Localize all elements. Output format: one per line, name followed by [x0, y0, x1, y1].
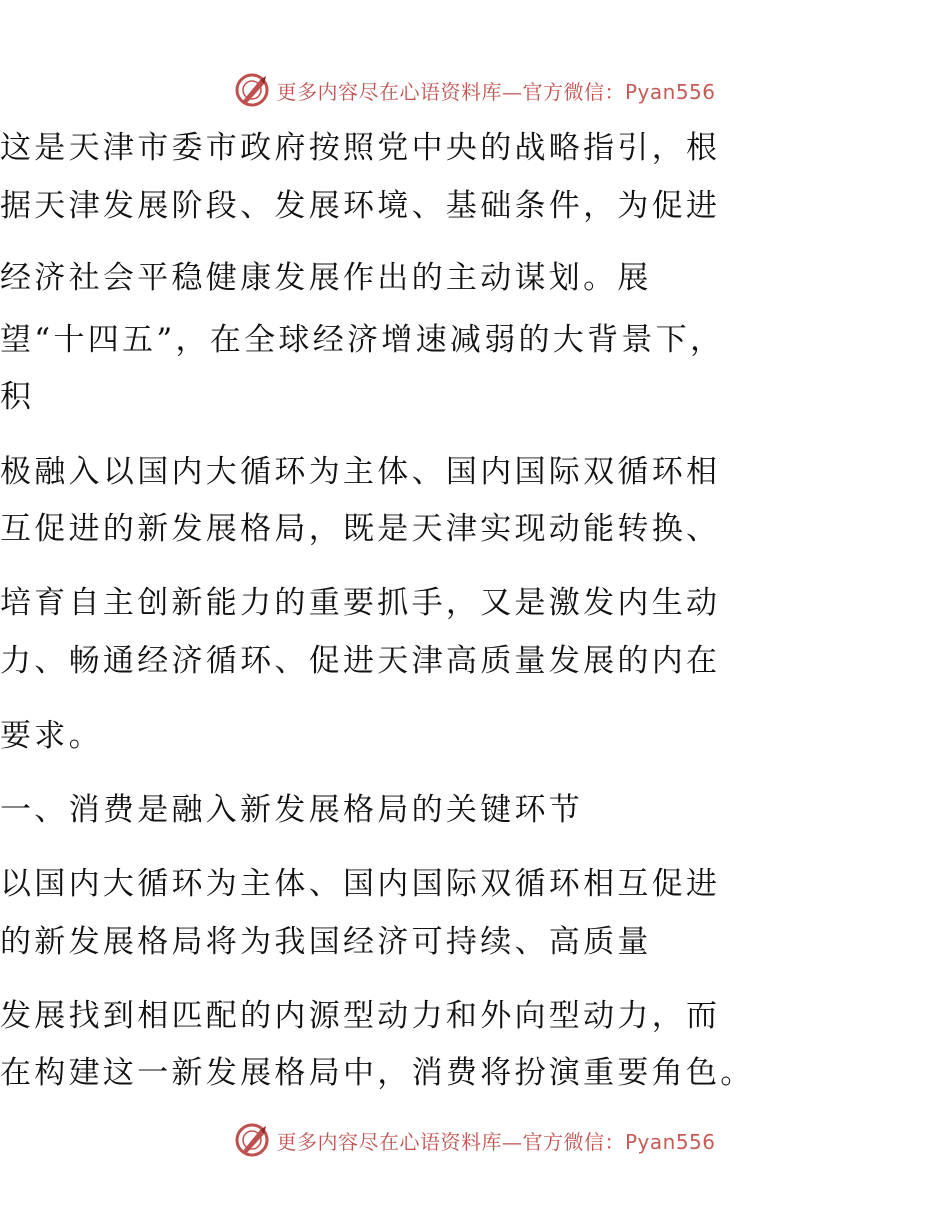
watermark-text: 更多内容尽在心语资料库—官方微信：Pyan556 — [276, 79, 716, 104]
paragraph-line: 培育自主创新能力的重要抓手，又是激发内生动 — [0, 585, 721, 621]
paragraph-line: 力、畅通经济循环、促进天津高质量发展的内在 — [0, 643, 721, 679]
paragraph-line: 据天津发展阶段、发展环境、基础条件，为促进 — [0, 188, 721, 224]
paragraph-line: 望“十四五”，在全球经济增速减弱的大背景下， — [0, 322, 725, 358]
header-watermark — [0, 70, 950, 110]
paragraph-line: 经济社会平稳健康发展作出的主动谋划。展 — [0, 260, 652, 296]
paragraph-line: 要求。 — [0, 718, 103, 754]
pen-logo-icon — [234, 1122, 270, 1158]
footer-watermark — [0, 1120, 950, 1160]
watermark-text: 更多内容尽在心语资料库—官方微信：Pyan556 — [276, 1129, 716, 1154]
paragraph-line: 这是天津市委市政府按照党中央的战略指引，根 — [0, 130, 721, 166]
paragraph-line: 以国内大循环为主体、国内国际双循环相互促进 — [0, 866, 721, 902]
paragraph-line: 互促进的新发展格局，既是天津实现动能转换、 — [0, 511, 721, 547]
section-heading: 一、消费是融入新发展格局的关键环节 — [0, 792, 584, 828]
paragraph-line: 的新发展格局将为我国经济可持续、高质量 — [0, 924, 652, 960]
paragraph-line: 在构建这一新发展格局中，消费将扮演重要角色。 — [0, 1055, 755, 1091]
paragraph-line: 发展找到相匹配的内源型动力和外向型动力，而 — [0, 998, 721, 1034]
pen-logo-icon — [234, 72, 270, 108]
paragraph-line: 积 — [0, 379, 35, 415]
paragraph-line: 极融入以国内大循环为主体、国内国际双循环相 — [0, 454, 721, 490]
